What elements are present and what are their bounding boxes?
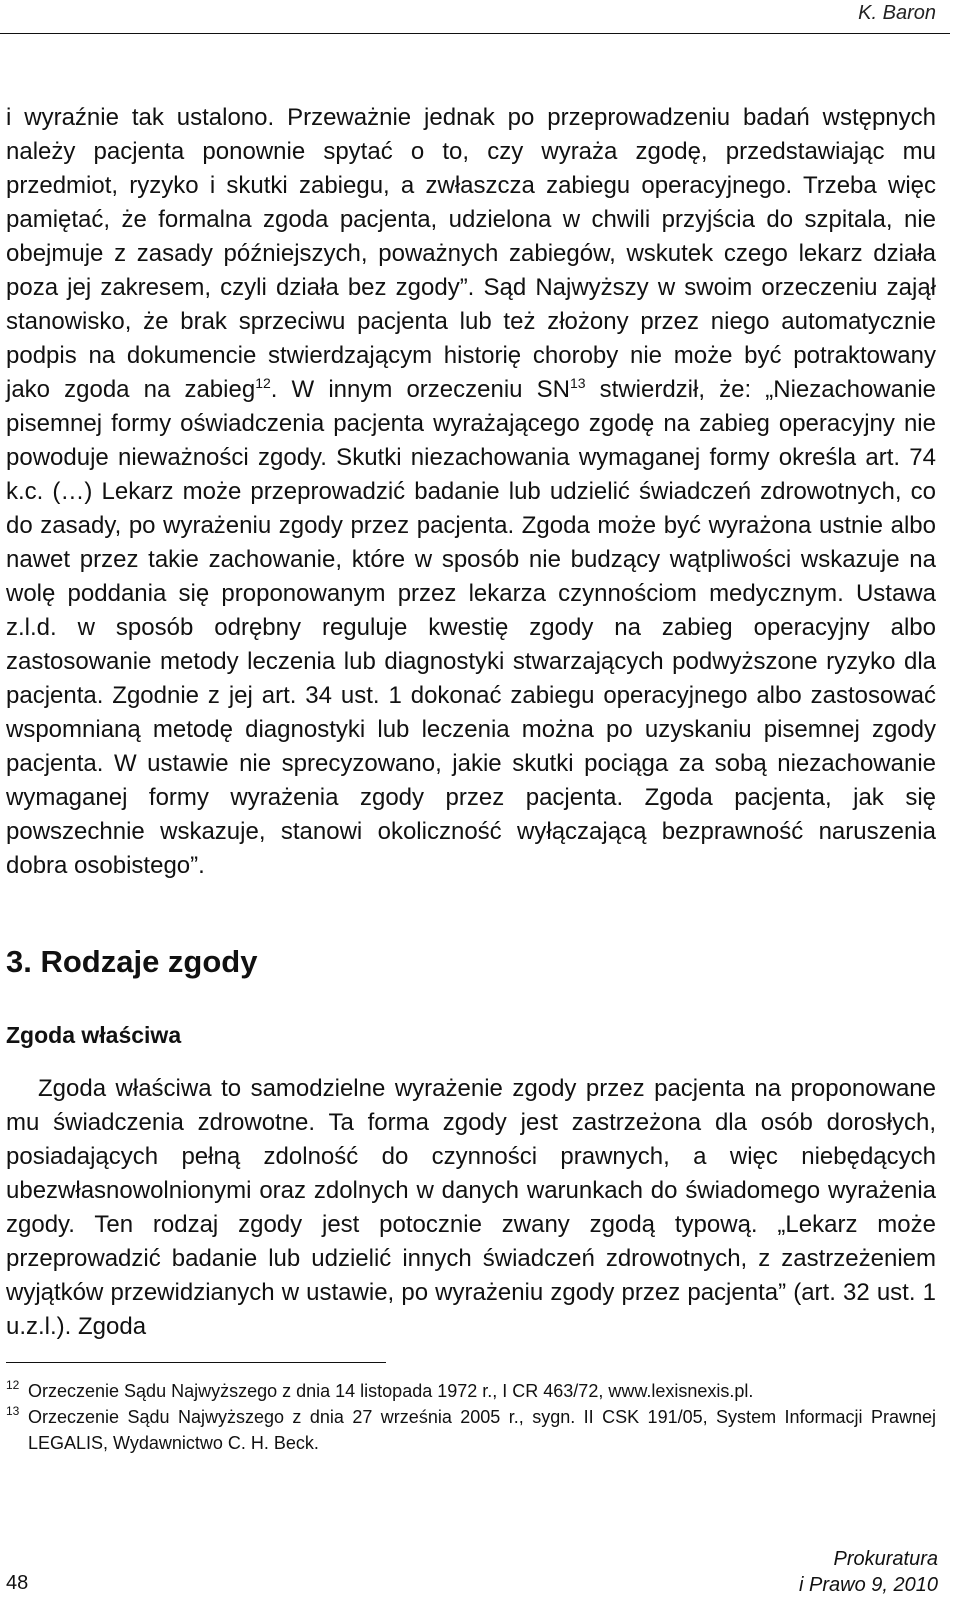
footnote-ref-13[interactable]: 13 — [569, 375, 586, 391]
paragraph-1-text-b: . W innym orzeczeniu SN — [270, 376, 570, 403]
subsection-heading: Zgoda właściwa — [6, 1022, 182, 1048]
footnote-12 — [6, 1378, 936, 1404]
section-heading: 3. Rodzaje zgody — [6, 944, 258, 979]
footnote-mark: 12 — [6, 1378, 20, 1392]
journal-footer — [799, 1546, 938, 1598]
footnote-text: Orzeczenie Sądu Najwyższego z dnia 27 września 2005 r., sygn. II CSK 191/05, System Informacji Prawnej LEGALIS, Wydawnictwo C. H. Beck. — [28, 1407, 936, 1453]
journal-name: Prokuratura — [833, 1548, 938, 1570]
header-divider — [0, 33, 950, 34]
footnote-ref-12[interactable]: 12 — [255, 375, 271, 391]
footnotes-block — [6, 1378, 936, 1456]
footnote-divider — [6, 1362, 386, 1363]
running-header-author: K. Baron — [858, 2, 936, 24]
journal-issue: i Prawo 9, 2010 — [799, 1574, 938, 1596]
footnote-text: Orzeczenie Sądu Najwyższego z dnia 14 listopada 1972 r., I CR 463/72, www.lexisnexis.pl. — [28, 1381, 754, 1401]
page-number: 48 — [6, 1572, 29, 1594]
paragraph-1-text-a: i wyraźnie tak ustalono. Przeważnie jednak po przeprowadzeniu badań wstępnych należy pacjenta ponownie spytać o to, czy wyraża zgodę, przedstawiając mu przedmiot, ryzyko i skutki zabiegu, a zwłaszcza zabiegu operacyjnego. Trzeba więc pamiętać, że formalna zgoda pacjenta, udzielona w chwili przyjścia do szpitala, nie obejmuje z zasady późniejszych, poważnych zabiegów, wskutek czego lekarz działa poza jej zakresem, czyli działa bez zgody”. Sąd Najwyższy w swoim orzeczeniu zajął stanowisko, że brak sprzeciwu pacjenta lub też złożony przez niego automatycznie podpis na dokumencie stwierdzającym historię choroby nie może być potraktowany jako zgoda na zabieg — [6, 104, 936, 403]
paragraph-1-text-c: stwierdził, że: „Niezachowanie pisemnej formy oświadczenia pacjenta wyrażającego zgodę na zabieg operacyjny nie powoduje nieważności zgody. Skutki niezachowania wymaganej formy określa art. 74 k.c. (…) Lekarz może przeprowadzić badanie lub udzielić świadczeń zdrowotnych, co do zasady, po wyrażeniu zgody przez pacjenta. Zgoda może być wyrażona ustnie albo nawet przez takie zachowanie, które w sposób nie budzący wątpliwości wskazuje na wolę poddania się proponowanym przez lekarza czynnościom medycznym. Ustawa z.l.d. w sposób odrębny reguluje kwestię zgody na zabieg operacyjny albo zastosowanie metody leczenia lub diagnostyki stwarzających podwyższone ryzyko dla pacjenta. Zgodnie z jej art. 34 ust. 1 dokonać zabiegu operacyjnego albo zastosować wspomnianą metodę diagnostyki lub leczenia można po uzyskaniu pisemnej zgody pacjenta. W ustawie nie sprecyzowano, jakie skutki pociąga za sobą niezachowanie wymaganej formy wyrażenia zgody przez pacjenta. Zgoda pacjenta, jak się powszechnie wskazuje, stanowi okoliczność wyłączającą bezprawność naruszenia dobra osobistego”. — [6, 376, 937, 879]
footnote-13 — [6, 1404, 936, 1456]
body-paragraph-2: Zgoda właściwa to samodzielne wyrażenie zgody przez pacjenta na proponowane mu świadczenia zdrowotne. Ta forma zgody jest zastrzeżona dla osób dorosłych, posiadających pełną zdolność do czynności prawnych, a więc niebędących ubezwłasnowolnionymi oraz zdolnych w danych warunkach do świadomego wyrażenia zgody. Ten rodzaj zgody jest potocznie zwany zgodą typową. „Lekarz może przeprowadzić badanie lub udzielić innych świadczeń zdrowotnych, z zastrzeżeniem wyjątków przewidzianych w ustawie, po wyrażeniu zgody przez pacjenta” (art. 32 ust. 1 u.z.l.). Zgoda — [6, 1075, 936, 1340]
body-paragraph-1 — [6, 101, 936, 883]
footnote-mark: 13 — [6, 1404, 20, 1418]
